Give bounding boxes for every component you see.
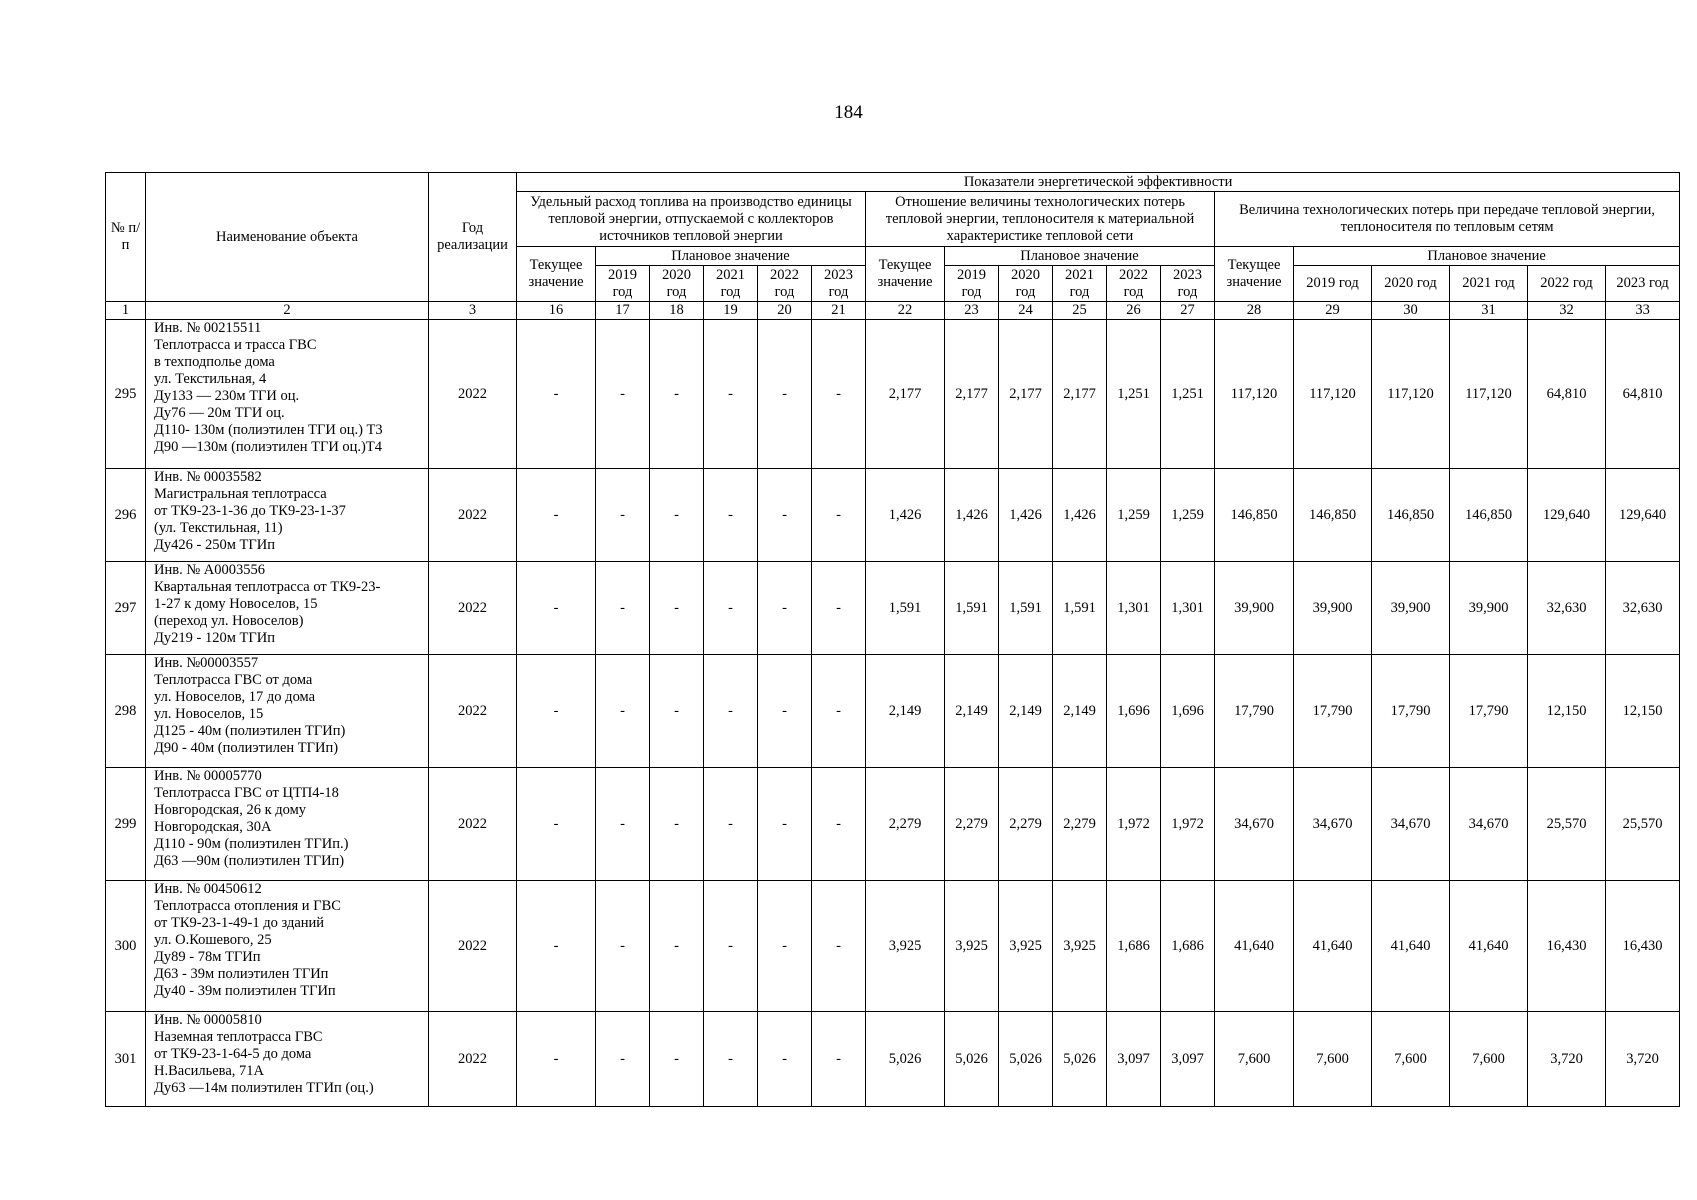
page-number: 184: [834, 102, 863, 123]
indicator-value: 1,426: [945, 469, 999, 562]
indicator-value: 129,640: [1606, 469, 1680, 562]
indicator-value: 41,640: [1215, 881, 1294, 1012]
column-number: 24: [999, 302, 1053, 320]
indicator-value: 7,600: [1372, 1012, 1450, 1107]
indicator-value: 2,149: [945, 655, 999, 768]
header-year-2022: 2022 год: [1107, 266, 1161, 302]
indicator-value: -: [517, 562, 596, 655]
indicator-value: 7,600: [1450, 1012, 1528, 1107]
indicator-value: 1,251: [1161, 320, 1215, 469]
indicator-value: 1,972: [1107, 768, 1161, 881]
header-num: № п/п: [106, 173, 146, 302]
indicator-value: 34,670: [1294, 768, 1372, 881]
indicator-value: -: [812, 1012, 866, 1107]
header-planned: Плановое значение: [1294, 247, 1680, 266]
column-number: 1: [106, 302, 146, 320]
indicator-value: 1,591: [1053, 562, 1107, 655]
indicator-value: 146,850: [1450, 469, 1528, 562]
indicator-value: 1,591: [945, 562, 999, 655]
header-year: Год реализации: [429, 173, 517, 302]
header-year-2022: 2022 год: [758, 266, 812, 302]
object-name: Инв. № А0003556 Квартальная теплотрасса от ТК9-23- 1-27 к дому Новоселов, 15 (переход ул. Новоселов) Ду219 - 120м ТГИп: [146, 562, 429, 655]
implementation-year: 2022: [429, 469, 517, 562]
header-current: Текущее значение: [517, 247, 596, 302]
column-number: 25: [1053, 302, 1107, 320]
indicator-value: -: [704, 320, 758, 469]
indicator-value: -: [758, 320, 812, 469]
indicator-value: 1,301: [1161, 562, 1215, 655]
column-number: 19: [704, 302, 758, 320]
indicator-value: 32,630: [1528, 562, 1606, 655]
indicator-value: 2,177: [866, 320, 945, 469]
implementation-year: 2022: [429, 320, 517, 469]
indicator-value: -: [517, 1012, 596, 1107]
row-number: 301: [106, 1012, 146, 1107]
object-name: Инв. № 00005770 Теплотрасса ГВС от ЦТП4-18 Новгородская, 26 к дому Новгородская, 30А Д110 - 90м (полиэтилен ТГИп.) Д63 —90м (полиэтилен ТГИп): [146, 768, 429, 881]
column-number: 16: [517, 302, 596, 320]
indicator-value: -: [596, 320, 650, 469]
indicator-value: 2,279: [945, 768, 999, 881]
indicator-value: 146,850: [1215, 469, 1294, 562]
indicator-value: 41,640: [1294, 881, 1372, 1012]
header-year-2023: 2023 год: [812, 266, 866, 302]
indicator-value: 39,900: [1215, 562, 1294, 655]
indicator-value: -: [517, 320, 596, 469]
indicator-value: -: [596, 469, 650, 562]
object-name: Инв. №00003557 Теплотрасса ГВС от дома ул. Новоселов, 17 до дома ул. Новоселов, 15 Д125 - 40м (полиэтилен ТГИп) Д90 - 40м (полиэтилен ТГИп): [146, 655, 429, 768]
indicator-value: -: [758, 881, 812, 1012]
indicator-value: -: [517, 469, 596, 562]
column-number: 28: [1215, 302, 1294, 320]
implementation-year: 2022: [429, 655, 517, 768]
energy-efficiency-table: [105, 172, 1680, 1107]
indicator-value: 1,259: [1107, 469, 1161, 562]
indicator-value: 3,720: [1606, 1012, 1680, 1107]
header-year-2021: 2021 год: [1053, 266, 1107, 302]
indicator-value: 1,426: [866, 469, 945, 562]
indicator-value: 5,026: [945, 1012, 999, 1107]
indicator-value: -: [758, 469, 812, 562]
header-year-2020: 2020 год: [999, 266, 1053, 302]
indicator-value: -: [650, 655, 704, 768]
indicator-value: 12,150: [1528, 655, 1606, 768]
indicator-value: -: [812, 469, 866, 562]
column-number: 27: [1161, 302, 1215, 320]
indicator-value: 1,301: [1107, 562, 1161, 655]
indicator-value: -: [596, 562, 650, 655]
table-row: [106, 768, 1680, 881]
indicator-value: 3,720: [1528, 1012, 1606, 1107]
indicator-value: -: [596, 768, 650, 881]
indicator-value: -: [758, 562, 812, 655]
indicator-value: 34,670: [1372, 768, 1450, 881]
row-number: 296: [106, 469, 146, 562]
indicator-value: 2,177: [945, 320, 999, 469]
header-year-2023: 2023 год: [1161, 266, 1215, 302]
header-loss-ratio: Отношение величины технологических потерь тепловой энергии, теплоносителя к материальной характеристике тепловой сети: [866, 192, 1215, 247]
indicator-value: -: [812, 655, 866, 768]
indicator-value: -: [704, 1012, 758, 1107]
indicator-value: 32,630: [1606, 562, 1680, 655]
indicator-value: 25,570: [1528, 768, 1606, 881]
indicator-value: 146,850: [1372, 469, 1450, 562]
indicator-value: -: [758, 1012, 812, 1107]
row-number: 299: [106, 768, 146, 881]
indicator-value: 25,570: [1606, 768, 1680, 881]
header-planned: Плановое значение: [596, 247, 866, 266]
indicator-value: -: [758, 768, 812, 881]
header-year-2022: 2022 год: [1528, 266, 1606, 302]
table-row: [106, 881, 1680, 1012]
column-number: 22: [866, 302, 945, 320]
column-number: 23: [945, 302, 999, 320]
indicator-value: 1,591: [866, 562, 945, 655]
indicator-value: 1,426: [1053, 469, 1107, 562]
indicator-value: 2,149: [866, 655, 945, 768]
header-fuel-consumption: Удельный расход топлива на производство единицы тепловой энергии, отпускаемой с коллекторов источников тепловой энергии: [517, 192, 866, 247]
indicator-value: 3,925: [866, 881, 945, 1012]
indicator-value: 2,149: [999, 655, 1053, 768]
indicator-value: 3,925: [945, 881, 999, 1012]
table-row: [106, 655, 1680, 768]
indicator-value: -: [704, 881, 758, 1012]
indicator-value: 34,670: [1215, 768, 1294, 881]
column-number: 32: [1528, 302, 1606, 320]
column-number: 2: [146, 302, 429, 320]
column-number-row: [106, 302, 1680, 320]
implementation-year: 2022: [429, 1012, 517, 1107]
object-name: Инв. № 00215511 Теплотрасса и трасса ГВС в техподполье дома ул. Текстильная, 4 Ду133 — 230м ТГИ оц. Ду76 — 20м ТГИ оц. Д110- 130м (полиэтилен ТГИ оц.) Т3 Д90 —130м (полиэтилен ТГИ оц.)Т4: [146, 320, 429, 469]
indicator-value: 41,640: [1372, 881, 1450, 1012]
indicator-value: 17,790: [1372, 655, 1450, 768]
indicator-value: 3,925: [999, 881, 1053, 1012]
indicator-value: -: [704, 469, 758, 562]
header-year-2019: 2019 год: [1294, 266, 1372, 302]
column-number: 3: [429, 302, 517, 320]
row-number: 297: [106, 562, 146, 655]
indicator-value: -: [650, 768, 704, 881]
indicator-value: 146,850: [1294, 469, 1372, 562]
header-name: Наименование объекта: [146, 173, 429, 302]
indicator-value: 117,120: [1372, 320, 1450, 469]
indicator-value: 117,120: [1450, 320, 1528, 469]
indicator-value: -: [704, 562, 758, 655]
indicator-value: -: [812, 320, 866, 469]
indicator-value: 1,686: [1107, 881, 1161, 1012]
indicator-value: 7,600: [1215, 1012, 1294, 1107]
indicator-value: 3,925: [1053, 881, 1107, 1012]
column-number: 29: [1294, 302, 1372, 320]
indicator-value: 2,177: [999, 320, 1053, 469]
indicator-value: 2,279: [866, 768, 945, 881]
column-number: 26: [1107, 302, 1161, 320]
indicator-value: 64,810: [1606, 320, 1680, 469]
indicator-value: 2,149: [1053, 655, 1107, 768]
indicator-value: 16,430: [1528, 881, 1606, 1012]
indicator-value: 1,259: [1161, 469, 1215, 562]
table-row: [106, 562, 1680, 655]
header-year-2021: 2021 год: [704, 266, 758, 302]
indicator-value: 17,790: [1294, 655, 1372, 768]
row-number: 295: [106, 320, 146, 469]
indicator-value: 1,426: [999, 469, 1053, 562]
indicator-value: 17,790: [1450, 655, 1528, 768]
indicator-value: 2,177: [1053, 320, 1107, 469]
indicator-value: 7,600: [1294, 1012, 1372, 1107]
indicator-value: -: [812, 768, 866, 881]
indicator-value: 3,097: [1107, 1012, 1161, 1107]
indicator-value: 5,026: [999, 1012, 1053, 1107]
implementation-year: 2022: [429, 881, 517, 1012]
row-number: 300: [106, 881, 146, 1012]
object-name: Инв. № 00450612 Теплотрасса отопления и ГВС от ТК9-23-1-49-1 до зданий ул. О.Кошевого, 25 Ду89 - 78м ТГИп Д63 - 39м полиэтилен ТГИп Ду40 - 39м полиэтилен ТГИп: [146, 881, 429, 1012]
column-number: 33: [1606, 302, 1680, 320]
header-current: Текущее значение: [1215, 247, 1294, 302]
row-number: 298: [106, 655, 146, 768]
indicator-value: 39,900: [1450, 562, 1528, 655]
indicator-value: -: [650, 320, 704, 469]
header-current: Текущее значение: [866, 247, 945, 302]
indicator-value: 129,640: [1528, 469, 1606, 562]
header-year-2021: 2021 год: [1450, 266, 1528, 302]
column-number: 31: [1450, 302, 1528, 320]
indicator-value: 1,591: [999, 562, 1053, 655]
table-row: [106, 469, 1680, 562]
indicator-value: 2,279: [1053, 768, 1107, 881]
header-year-2020: 2020 год: [1372, 266, 1450, 302]
indicator-value: 1,251: [1107, 320, 1161, 469]
indicator-value: 5,026: [866, 1012, 945, 1107]
indicator-value: -: [704, 655, 758, 768]
indicator-value: 5,026: [1053, 1012, 1107, 1107]
indicator-value: 39,900: [1372, 562, 1450, 655]
header-year-2020: 2020 год: [650, 266, 704, 302]
header-group-title: Показатели энергетической эффективности: [517, 173, 1680, 192]
indicator-value: 16,430: [1606, 881, 1680, 1012]
indicator-value: -: [596, 655, 650, 768]
header-year-2019: 2019 год: [596, 266, 650, 302]
indicator-value: -: [596, 881, 650, 1012]
implementation-year: 2022: [429, 562, 517, 655]
indicator-value: 117,120: [1215, 320, 1294, 469]
indicator-value: -: [758, 655, 812, 768]
column-number: 20: [758, 302, 812, 320]
indicator-value: 117,120: [1294, 320, 1372, 469]
indicator-value: 12,150: [1606, 655, 1680, 768]
indicator-value: -: [517, 881, 596, 1012]
indicator-value: 1,686: [1161, 881, 1215, 1012]
table-row: [106, 320, 1680, 469]
indicator-value: 1,696: [1161, 655, 1215, 768]
indicator-value: 3,097: [1161, 1012, 1215, 1107]
object-name: Инв. № 00005810 Наземная теплотрасса ГВС от ТК9-23-1-64-5 до дома Н.Васильева, 71А Ду63 —14м полиэтилен ТГИп (оц.): [146, 1012, 429, 1107]
indicator-value: -: [650, 562, 704, 655]
column-number: 30: [1372, 302, 1450, 320]
indicator-value: -: [517, 655, 596, 768]
header-year-2023: 2023 год: [1606, 266, 1680, 302]
indicator-value: -: [650, 1012, 704, 1107]
indicator-value: 34,670: [1450, 768, 1528, 881]
indicator-value: -: [650, 881, 704, 1012]
indicator-value: -: [596, 1012, 650, 1107]
table-row: [106, 1012, 1680, 1107]
indicator-value: 41,640: [1450, 881, 1528, 1012]
indicator-value: 39,900: [1294, 562, 1372, 655]
indicator-value: -: [650, 469, 704, 562]
indicator-value: 64,810: [1528, 320, 1606, 469]
header-planned: Плановое значение: [945, 247, 1215, 266]
indicator-value: -: [517, 768, 596, 881]
indicator-value: 2,279: [999, 768, 1053, 881]
indicator-value: 1,972: [1161, 768, 1215, 881]
column-number: 21: [812, 302, 866, 320]
indicator-value: -: [704, 768, 758, 881]
indicator-value: -: [812, 881, 866, 1012]
implementation-year: 2022: [429, 768, 517, 881]
header-year-2019: 2019 год: [945, 266, 999, 302]
object-name: Инв. № 00035582 Магистральная теплотрасса от ТК9-23-1-36 до ТК9-23-1-37 (ул. Текстильная, 11) Ду426 - 250м ТГИп: [146, 469, 429, 562]
column-number: 18: [650, 302, 704, 320]
header-loss-value: Величина технологических потерь при передаче тепловой энергии, теплоносителя по тепловым сетям: [1215, 192, 1680, 247]
indicator-value: -: [812, 562, 866, 655]
indicator-value: 17,790: [1215, 655, 1294, 768]
indicator-value: 1,696: [1107, 655, 1161, 768]
column-number: 17: [596, 302, 650, 320]
